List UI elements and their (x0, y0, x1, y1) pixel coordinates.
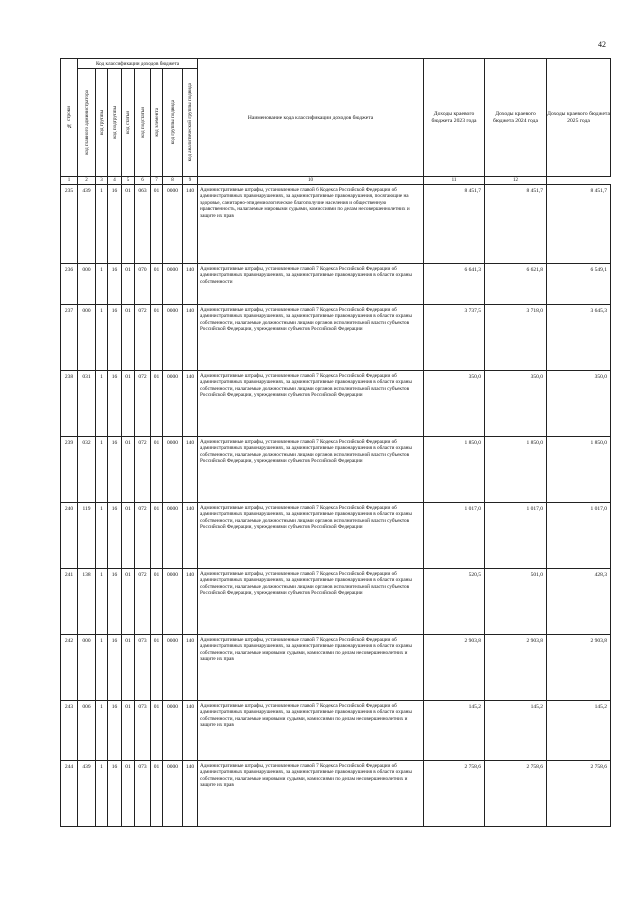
description-cell: Административные штрафы, установленные главой 7 Кодекса Российской Федерации об административных правонарушениях, за административные правонарушения в области охраны собственности, налагаемые мировыми судьями, комиссиями по делам несовершеннолетних и защите их прав (198, 701, 424, 761)
code-cell: 01 (151, 437, 163, 503)
amount-cell-v1: 1 850,0 (424, 437, 485, 503)
code-cell: 1 (96, 701, 108, 761)
code-cell: 140 (183, 264, 198, 305)
col-number: 11 (424, 177, 485, 185)
header-code-group: код группы (96, 69, 108, 177)
code-cell: 01 (122, 701, 135, 761)
code-cell: 16 (108, 761, 122, 827)
code-cell: 01 (151, 761, 163, 827)
code-cell: 072 (135, 503, 151, 569)
amount-cell-v3: 1 850,0 (547, 437, 611, 503)
code-cell: 073 (135, 635, 151, 701)
amount-cell-v2: 1 017,0 (485, 503, 547, 569)
col-number: 4 (108, 177, 122, 185)
budget-revenue-table (60, 58, 611, 827)
code-cell: 01 (151, 701, 163, 761)
table-body (61, 185, 611, 827)
code-cell: 1 (96, 437, 108, 503)
col-number: 2 (78, 177, 96, 185)
code-cell: 01 (151, 569, 163, 635)
code-cell: 0000 (163, 264, 183, 305)
code-cell: 01 (151, 503, 163, 569)
amount-cell-v1: 3 737,5 (424, 305, 485, 371)
code-cell: 140 (183, 503, 198, 569)
code-cell: 0000 (163, 503, 183, 569)
amount-cell-v2: 2 758,6 (485, 761, 547, 827)
code-cell: 16 (108, 701, 122, 761)
code-cell: 072 (135, 305, 151, 371)
amount-cell-v1: 145,2 (424, 701, 485, 761)
col-number: 3 (96, 177, 108, 185)
header-2023: Доходы краевого бюджета 2023 года (424, 59, 485, 177)
code-cell: 063 (135, 185, 151, 264)
code-cell: 01 (151, 264, 163, 305)
amount-cell-v3: 6 549,1 (547, 264, 611, 305)
code-cell: 070 (135, 264, 151, 305)
code-cell: 072 (135, 371, 151, 437)
code-cell: 439 (78, 185, 96, 264)
table-row (61, 761, 611, 827)
description-cell: Административные штрафы, установленные главой 7 Кодекса Российской Федерации об административных правонарушениях, за административные правонарушения в области охраны собственности, налагаемые должностными лицами органов исполнительной власти субъектов Российской Федерации, учреждениями субъектов Российской Федерации (198, 371, 424, 437)
amount-cell-v2: 2 903,8 (485, 635, 547, 701)
table-row (61, 701, 611, 761)
header-code-subarticle: код подстатьи (135, 69, 151, 177)
table-row (61, 305, 611, 371)
row-number-cell: 238 (61, 371, 78, 437)
code-cell: 140 (183, 185, 198, 264)
table-row (61, 185, 611, 264)
header-code-subtype-group: код группы подвида (163, 69, 183, 177)
code-cell: 16 (108, 635, 122, 701)
code-cell: 032 (78, 437, 96, 503)
code-cell: 16 (108, 264, 122, 305)
code-cell: 439 (78, 761, 96, 827)
row-number-cell: 242 (61, 635, 78, 701)
code-cell: 16 (108, 569, 122, 635)
code-cell: 01 (122, 264, 135, 305)
code-cell: 000 (78, 305, 96, 371)
table-row (61, 437, 611, 503)
code-cell: 0000 (163, 305, 183, 371)
header-2025: Доходы краевого бюджета 2025 года (547, 59, 611, 177)
code-cell: 140 (183, 701, 198, 761)
table-row (61, 264, 611, 305)
code-cell: 0000 (163, 185, 183, 264)
code-cell: 1 (96, 635, 108, 701)
amount-cell-v2: 3 718,0 (485, 305, 547, 371)
row-number-cell: 244 (61, 761, 78, 827)
code-cell: 140 (183, 569, 198, 635)
code-cell: 1 (96, 761, 108, 827)
code-cell: 01 (122, 437, 135, 503)
amount-cell-v2: 145,2 (485, 701, 547, 761)
header-code-admin: код главного администратора (78, 69, 96, 177)
code-cell: 1 (96, 503, 108, 569)
code-cell: 16 (108, 371, 122, 437)
code-cell: 01 (122, 635, 135, 701)
code-cell: 072 (135, 569, 151, 635)
code-cell: 000 (78, 264, 96, 305)
code-cell: 01 (122, 503, 135, 569)
amount-cell-v2: 501,0 (485, 569, 547, 635)
amount-cell-v3: 1 017,0 (547, 503, 611, 569)
amount-cell-v1: 520,5 (424, 569, 485, 635)
code-cell: 01 (122, 185, 135, 264)
code-cell: 01 (151, 635, 163, 701)
table-row (61, 569, 611, 635)
description-cell: Административные штрафы, установленные главой 7 Кодекса Российской Федерации об административных правонарушениях, за административные правонарушения в области охраны собственности, налагаемые должностными лицами органов исполнительной власти субъектов Российской Федерации, учреждениями субъектов Российской Федерации (198, 305, 424, 371)
amount-cell-v2: 8 451,7 (485, 185, 547, 264)
code-cell: 1 (96, 305, 108, 371)
code-cell: 073 (135, 701, 151, 761)
code-cell: 140 (183, 371, 198, 437)
description-cell: Административные штрафы, установленные главой 7 Кодекса Российской Федерации об административных правонарушениях, за административные правонарушения в области охраны собственности, налагаемые должностными лицами органов исполнительной власти субъектов Российской Федерации, учреждениями субъектов Российской Федерации (198, 503, 424, 569)
amount-cell-v1: 6 641,3 (424, 264, 485, 305)
amount-cell-v2: 1 850,0 (485, 437, 547, 503)
row-number-cell: 241 (61, 569, 78, 635)
code-cell: 0000 (163, 437, 183, 503)
page-number: 42 (598, 40, 606, 49)
header-code-article: код статьи (122, 69, 135, 177)
description-cell: Административные штрафы, установленные главой 7 Кодекса Российской Федерации об административных правонарушениях, за административные правонарушения в области охраны собственности (198, 264, 424, 305)
code-cell: 1 (96, 185, 108, 264)
code-cell: 16 (108, 305, 122, 371)
code-cell: 01 (151, 371, 163, 437)
amount-cell-v3: 8 451,7 (547, 185, 611, 264)
code-cell: 140 (183, 305, 198, 371)
description-cell: Административные штрафы, установленные главой 7 Кодекса Российской Федерации об административных правонарушениях, за административные правонарушения в области охраны собственности, налагаемые должностными лицами органов исполнительной власти субъектов Российской Федерации, учреждениями субъектов Российской Федерации (198, 437, 424, 503)
code-cell: 01 (151, 305, 163, 371)
code-cell: 01 (122, 761, 135, 827)
code-cell: 140 (183, 761, 198, 827)
code-cell: 0000 (163, 371, 183, 437)
amount-cell-v3: 3 645,3 (547, 305, 611, 371)
header-classification-group: Код классификации доходов бюджета (78, 59, 198, 69)
code-cell: 0000 (163, 761, 183, 827)
description-cell: Административные штрафы, установленные главой 6 Кодекса Российской Федерации об административных правонарушениях, за административные правонарушения, посягающие на здоровье, санитарно-эпидемиологическое благополучие населения и общественную нравственность, налагаемые мировыми судьями, комиссиями по делам несовершеннолетних и защите их прав (198, 185, 424, 264)
col-number: 6 (135, 177, 151, 185)
code-cell: 1 (96, 569, 108, 635)
code-cell: 16 (108, 185, 122, 264)
code-cell: 140 (183, 635, 198, 701)
amount-cell-v3: 2 903,8 (547, 635, 611, 701)
col-number: 5 (122, 177, 135, 185)
amount-cell-v1: 350,0 (424, 371, 485, 437)
amount-cell-v2: 350,0 (485, 371, 547, 437)
description-cell: Административные штрафы, установленные главой 7 Кодекса Российской Федерации об административных правонарушениях, за административные правонарушения в области охраны собственности, налагаемые мировыми судьями, комиссиями по делам несовершеннолетних и защите их прав (198, 635, 424, 701)
code-cell: 140 (183, 437, 198, 503)
amount-cell-v3: 350,0 (547, 371, 611, 437)
code-cell: 16 (108, 437, 122, 503)
code-cell: 01 (122, 371, 135, 437)
header-code-subgroup: код подгруппы (108, 69, 122, 177)
header-row-number: № строки (61, 59, 78, 177)
code-cell: 01 (151, 185, 163, 264)
amount-cell-v3: 428,3 (547, 569, 611, 635)
row-number-cell: 239 (61, 437, 78, 503)
table-row (61, 635, 611, 701)
row-number-cell: 237 (61, 305, 78, 371)
amount-cell-v3: 2 758,6 (547, 761, 611, 827)
code-cell: 01 (122, 305, 135, 371)
header-2024: Доходы краевого бюджета 2024 года (485, 59, 547, 177)
amount-cell-v2: 6 621,8 (485, 264, 547, 305)
col-number: 7 (151, 177, 163, 185)
code-cell: 072 (135, 437, 151, 503)
header-name: Наименование кода классификации доходов бюджета (198, 59, 424, 177)
amount-cell-v1: 2 758,6 (424, 761, 485, 827)
code-cell: 138 (78, 569, 96, 635)
col-number: 8 (163, 177, 183, 185)
row-number-cell: 243 (61, 701, 78, 761)
code-cell: 0000 (163, 635, 183, 701)
code-cell: 16 (108, 503, 122, 569)
code-cell: 01 (122, 569, 135, 635)
description-cell: Административные штрафы, установленные главой 7 Кодекса Российской Федерации об административных правонарушениях, за административные правонарушения в области охраны собственности, налагаемые должностными лицами органов исполнительной власти субъектов Российской Федерации, учреждениями субъектов Российской Федерации (198, 569, 424, 635)
col-number: 10 (198, 177, 424, 185)
amount-cell-v1: 1 017,0 (424, 503, 485, 569)
row-number-cell: 235 (61, 185, 78, 264)
code-cell: 1 (96, 371, 108, 437)
code-cell: 006 (78, 701, 96, 761)
code-cell: 0000 (163, 569, 183, 635)
col-number: 9 (183, 177, 198, 185)
code-cell: 119 (78, 503, 96, 569)
col-number: 12 (485, 177, 547, 185)
code-cell: 0000 (163, 701, 183, 761)
code-cell: 073 (135, 761, 151, 827)
col-number: 1 (61, 177, 78, 185)
amount-cell-v3: 145,2 (547, 701, 611, 761)
header-code-analytic-group: код аналитической группы подвида (183, 69, 198, 177)
code-cell: 1 (96, 264, 108, 305)
amount-cell-v1: 8 451,7 (424, 185, 485, 264)
header-code-element: код элемента (151, 69, 163, 177)
row-number-cell: 240 (61, 503, 78, 569)
code-cell: 000 (78, 635, 96, 701)
code-cell: 031 (78, 371, 96, 437)
amount-cell-v1: 2 903,8 (424, 635, 485, 701)
row-number-cell: 236 (61, 264, 78, 305)
description-cell: Административные штрафы, установленные главой 7 Кодекса Российской Федерации об административных правонарушениях, за административные правонарушения в области охраны собственности, налагаемые мировыми судьями, комиссиями по делам несовершеннолетних и защите их прав (198, 761, 424, 827)
table-row (61, 371, 611, 437)
table-row (61, 503, 611, 569)
